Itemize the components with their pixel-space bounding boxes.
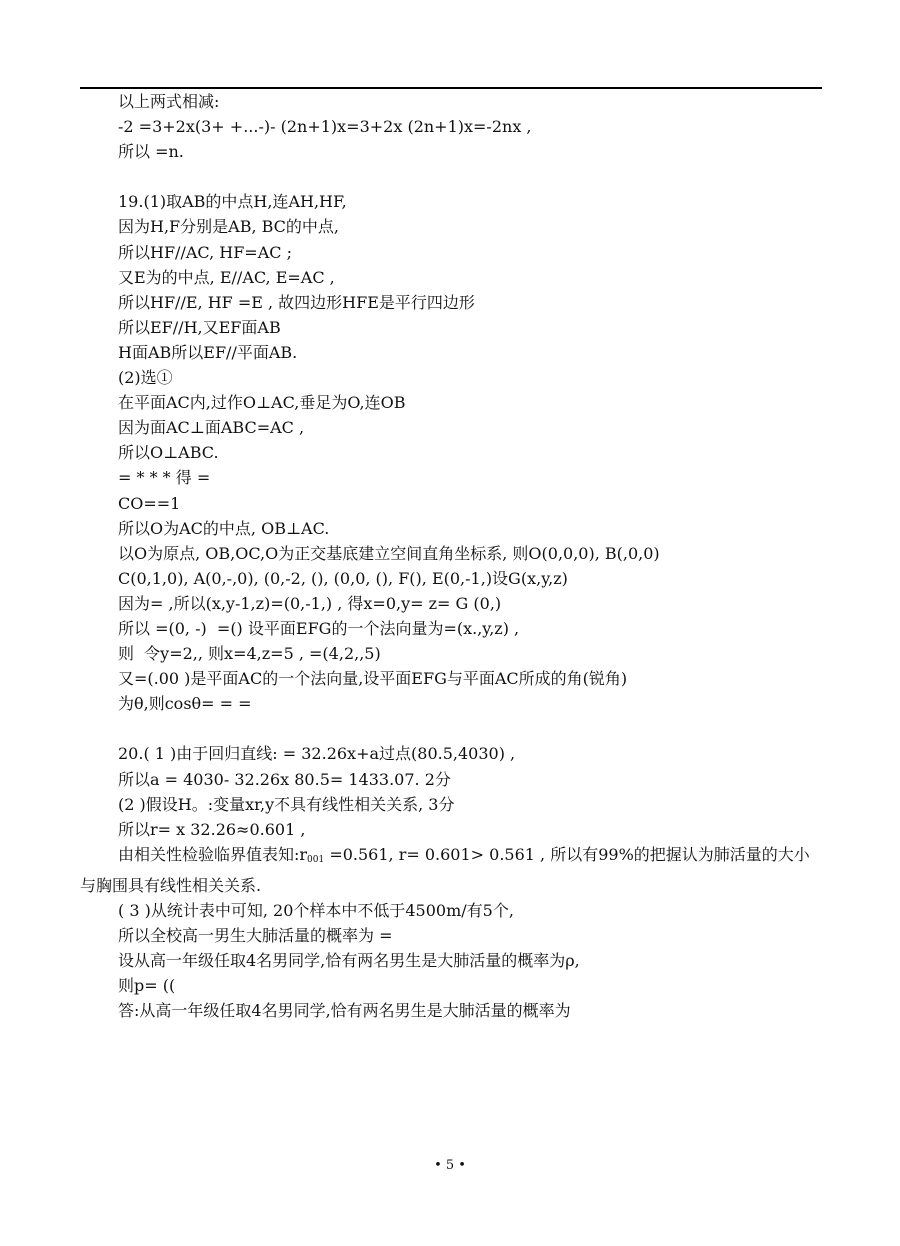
text-line: 则 令y=2,, 则x=4,z=5 , =(4,2,,5) [118, 644, 381, 664]
text-line: = * * * 得 = [118, 468, 211, 488]
text-line: CO==1 [118, 493, 181, 513]
blank-line [80, 164, 825, 189]
text-line: 所以O为AC的中点, OB⊥AC. [118, 518, 330, 538]
text-line: 答:从高一年级任取4名男同学,恰有两名男生是大肺活量的概率为 [118, 1001, 571, 1021]
text-line: 又=(.00 )是平面AC的一个法向量,设平面EFG与平面AC所成的角(锐角) [118, 669, 628, 689]
text-line: 所以a = 4030- 32.26x 80.5= 1433.07. 2分 [118, 769, 451, 789]
text-line: 所以 =(0, -) =() 设平面EFG的一个法向量为=(x.,y,z) , [118, 618, 520, 638]
text-line: 所以EF//H,又EF面AB [118, 317, 281, 337]
text-line: 以上两式相减: [118, 92, 220, 111]
page-body [80, 89, 825, 1023]
text-line: 因为面AC⊥面ABC=AC , [118, 418, 305, 438]
text-line: 则p= (( [118, 976, 176, 996]
text-line: -2 =3+2x(3+ +...-)- (2n+1)x=3+2x (2n+1)x=-2nx , [118, 117, 532, 137]
page-number: • 5 • [434, 1158, 466, 1173]
text-line: 以O为原点, OB,OC,O为正交基底建立空间直角坐标系, 则O(0,0,0), B(,0,0) [118, 543, 660, 563]
text-line: C(0,1,0), A(0,-,0), (0,-2, (), (0,0, (), F(), E(0,-1,)设G(x,y,z) [118, 568, 568, 588]
critical-value-paragraph [80, 842, 825, 898]
text-line: 因为= ,所以(x,y-1,z)=(0,-1,) , 得x=0,y= z= G (0,) [118, 593, 502, 613]
text-line: 所以全校高一男生大肺活量的概率为 = [118, 926, 393, 946]
text-line: 因为H,F分别是AB, BC的中点, [118, 217, 340, 237]
text-line: 所以 =n. [118, 142, 184, 162]
crit-text-before: 由相关性检验临界值表知:r [118, 844, 308, 864]
text-line: 所以O⊥ABC. [118, 443, 219, 463]
crit-subscript: 001 [307, 854, 325, 865]
blank-line [80, 716, 825, 741]
text-line: 19.(1)取AB的中点H,连AH,HF, [118, 192, 347, 212]
crit-text-after: =0.561, r= 0.601> 0.561 , 所以有99%的把握认为肺活量的大小与胸围具有线性相关关系. [80, 844, 810, 895]
text-line: 所以HF//AC, HF=AC ; [118, 242, 292, 262]
text-line: 设从高一年级任取4名男同学,恰有两名男生是大肺活量的概率为ρ, [118, 951, 580, 971]
text-line: 又E为的中点, E//AC, E=AC , [118, 267, 335, 287]
text-line: 为θ,则cosθ= = = [118, 694, 252, 714]
text-line: 20.( 1 )由于回归直线: = 32.26x+a过点(80.5,4030) , [118, 744, 516, 764]
text-line: H面AB所以EF//平面AB. [118, 342, 298, 362]
text-line: (2 )假设H。:变量xr,y不具有线性相关关系, 3分 [118, 794, 455, 814]
text-line: ( 3 )从统计表中可知, 20个样本中不低于4500m/有5个, [118, 901, 514, 920]
text-line: (2)选① [118, 368, 173, 388]
text-line: 在平面AC内,过作O⊥AC,垂足为O,连OB [118, 393, 406, 413]
text-line: 所以HF//E, HF =E , 故四边形HFE是平行四边形 [118, 292, 475, 312]
text-line: 所以r= x 32.26≈0.601 , [118, 819, 306, 839]
